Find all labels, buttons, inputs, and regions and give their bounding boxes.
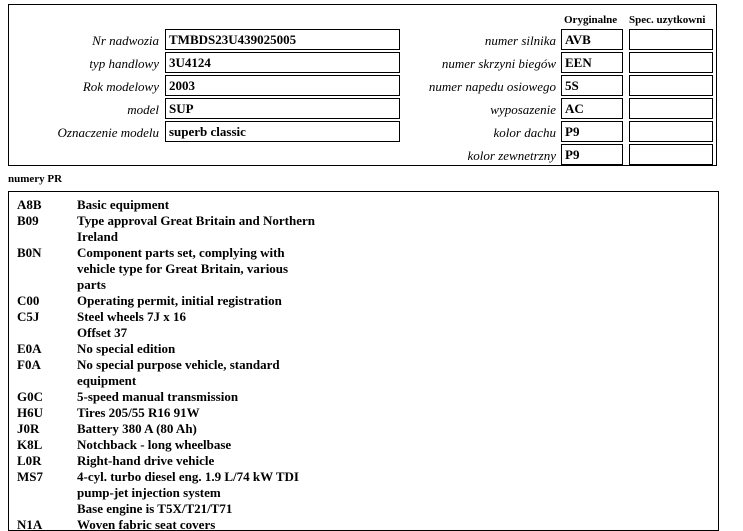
- pr-description: [77, 357, 347, 389]
- pr-section-label: numery PR: [8, 173, 63, 185]
- gearbox-number-field[interactable]: EEN: [561, 52, 623, 73]
- exterior-color-label: kolor zewnetrzny: [467, 148, 556, 163]
- original-column-header: Oryginalne: [564, 14, 618, 26]
- trade-type-field[interactable]: 3U4124: [165, 52, 400, 73]
- model-year-field[interactable]: 2003: [165, 75, 400, 96]
- trade-type-label: typ handlowy: [89, 56, 159, 71]
- pr-description: [77, 453, 347, 469]
- pr-code: C00: [17, 293, 40, 308]
- pr-description: [77, 437, 347, 453]
- pr-description-line: No special edition: [77, 341, 176, 356]
- equipment-special-field[interactable]: [629, 98, 713, 119]
- pr-code: J0R: [17, 421, 40, 436]
- pr-description: [77, 245, 347, 293]
- pr-description-line: No special purpose vehicle, standard: [77, 357, 280, 372]
- pr-list-body: [9, 192, 718, 531]
- pr-description-line: Steel wheels 7J x 16: [77, 309, 187, 324]
- engine-number-special-field[interactable]: [629, 29, 713, 50]
- pr-description: [77, 469, 347, 517]
- pr-row: [9, 245, 718, 293]
- axle-drive-number-special-field[interactable]: [629, 75, 713, 96]
- body-number-field[interactable]: TMBDS23U439025005: [165, 29, 400, 50]
- pr-code: G0C: [17, 389, 43, 404]
- special-column-header: Spec. uzytkowni: [629, 14, 706, 26]
- pr-description-line: Type approval Great Britain and Northern: [77, 213, 315, 228]
- pr-code: B0N: [17, 245, 42, 260]
- exterior-color-special-field[interactable]: [629, 144, 713, 165]
- equipment-label: wyposazenie: [490, 102, 556, 117]
- model-year-label: Rok modelowy: [82, 79, 159, 94]
- pr-description-line: 4-cyl. turbo diesel eng. 1.9 L/74 kW TDI: [77, 469, 299, 484]
- exterior-color-field[interactable]: P9: [561, 144, 623, 165]
- pr-description-line: Offset 37: [77, 325, 128, 340]
- model-designation-label: Oznaczenie modelu: [57, 125, 159, 140]
- pr-description: [77, 421, 347, 437]
- gearbox-number-special-field[interactable]: [629, 52, 713, 73]
- engine-number-label: numer silnika: [484, 33, 556, 48]
- pr-description-line: Notchback - long wheelbase: [77, 437, 232, 452]
- pr-description: [77, 341, 347, 357]
- pr-description-line: pump-jet injection system: [77, 485, 221, 500]
- equipment-field[interactable]: AC: [561, 98, 623, 119]
- pr-description-line: Basic equipment: [77, 197, 170, 212]
- pr-code: H6U: [17, 405, 43, 420]
- pr-row: [9, 421, 718, 437]
- pr-row: [9, 517, 718, 531]
- engine-number-field[interactable]: AVB: [561, 29, 623, 50]
- roof-color-special-field[interactable]: [629, 121, 713, 142]
- pr-row: [9, 453, 718, 469]
- pr-description-line: Operating permit, initial registration: [77, 293, 282, 308]
- pr-code: C5J: [17, 309, 40, 324]
- pr-description-line: 5-speed manual transmission: [77, 389, 239, 404]
- pr-description: [77, 517, 347, 531]
- pr-code: N1A: [17, 517, 43, 531]
- pr-description: [77, 389, 347, 405]
- pr-row: [9, 293, 718, 309]
- pr-description-line: Battery 380 A (80 Ah): [77, 421, 197, 436]
- pr-description: [77, 197, 347, 213]
- pr-description-line: vehicle type for Great Britain, various: [77, 261, 289, 276]
- vehicle-info-panel: [8, 4, 717, 166]
- axle-drive-number-label: numer napedu osiowego: [428, 79, 556, 94]
- body-number-label: Nr nadwozia: [92, 33, 159, 48]
- roof-color-field[interactable]: P9: [561, 121, 623, 142]
- pr-row: [9, 437, 718, 453]
- pr-row: [9, 389, 718, 405]
- pr-code: L0R: [17, 453, 42, 468]
- model-designation-field[interactable]: superb classic: [165, 121, 400, 142]
- pr-description: [77, 293, 347, 309]
- pr-row: [9, 197, 718, 213]
- pr-row: [9, 341, 718, 357]
- pr-code: A8B: [17, 197, 42, 212]
- pr-code: MS7: [17, 469, 43, 484]
- pr-description-line: Right-hand drive vehicle: [77, 453, 215, 468]
- pr-description: [77, 309, 347, 341]
- pr-description: [77, 213, 347, 245]
- pr-description-line: Base engine is T5X/T21/T71: [77, 501, 233, 516]
- pr-description-line: Ireland: [77, 229, 118, 244]
- pr-row: [9, 309, 718, 341]
- pr-description-line: parts: [77, 277, 106, 292]
- pr-description-line: Component parts set, complying with: [77, 245, 285, 260]
- pr-code: E0A: [17, 341, 42, 356]
- model-label: model: [127, 102, 159, 117]
- pr-row: [9, 469, 718, 517]
- gearbox-number-label: numer skrzyni biegów: [441, 56, 556, 71]
- pr-row: [9, 405, 718, 421]
- pr-description-line: Tires 205/55 R16 91W: [77, 405, 200, 420]
- pr-numbers-list[interactable]: [8, 191, 719, 531]
- pr-description-line: equipment: [77, 373, 137, 388]
- axle-drive-number-field[interactable]: 5S: [561, 75, 623, 96]
- pr-description: [77, 405, 347, 421]
- pr-code: K8L: [17, 437, 43, 452]
- roof-color-label: kolor dachu: [493, 125, 556, 140]
- pr-description-line: Woven fabric seat covers: [77, 517, 216, 531]
- pr-code: B09: [17, 213, 39, 228]
- pr-row: [9, 357, 718, 389]
- model-field[interactable]: SUP: [165, 98, 400, 119]
- pr-code: F0A: [17, 357, 41, 372]
- pr-row: [9, 213, 718, 245]
